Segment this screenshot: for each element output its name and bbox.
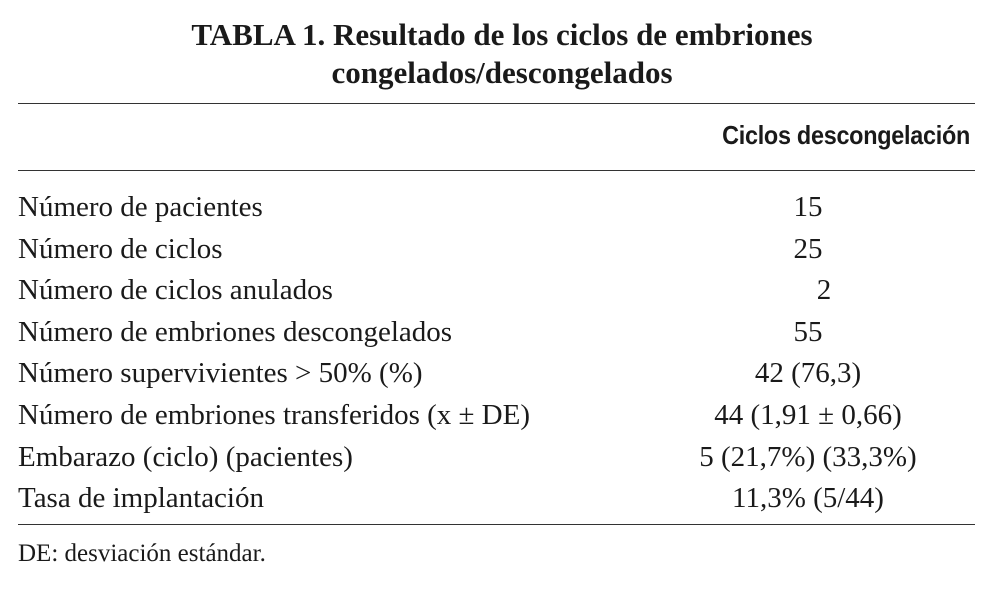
row-label: Número de embriones descongelados <box>18 315 453 348</box>
row-label: Número de embriones transferidos (x ± DE) <box>18 398 530 431</box>
table-row <box>18 478 975 520</box>
table-row <box>18 437 975 479</box>
row-value: 2 <box>816 274 832 307</box>
row-value: 42 (76,3) <box>754 357 862 390</box>
table-title-line-1: TABLA 1. Resultado de los ciclos de embriones <box>191 17 813 52</box>
row-value: 5 (21,7%) (33,3%) <box>699 440 917 473</box>
bottom-rule <box>18 524 975 525</box>
table-row <box>18 395 975 437</box>
row-value: 44 (1,91 ± 0,66) <box>714 398 902 431</box>
table-body <box>18 187 975 520</box>
table-row <box>18 187 975 229</box>
table-row <box>18 353 975 395</box>
header-rule <box>18 170 975 171</box>
top-rule <box>18 103 975 104</box>
row-label: Embarazo (ciclo) (pacientes) <box>18 440 353 473</box>
table-row <box>18 270 975 312</box>
row-value: 15 <box>793 191 823 223</box>
row-label: Número supervivientes > 50% (%) <box>18 357 423 390</box>
table-row <box>18 229 975 271</box>
table-title-line-2: congelados/descongelados <box>331 55 673 90</box>
row-value: 25 <box>793 232 823 265</box>
row-label: Número de ciclos anulados <box>18 274 333 307</box>
row-label: Número de pacientes <box>18 191 263 223</box>
table-footnote: DE: desviación estándar. <box>18 540 266 567</box>
row-label: Tasa de implantación <box>18 482 264 515</box>
row-label: Número de ciclos <box>18 232 223 265</box>
row-value: 11,3% (5/44) <box>732 482 884 515</box>
column-header: Ciclos descongelación <box>722 120 970 150</box>
row-value: 55 <box>793 315 823 348</box>
table-title <box>0 16 1004 92</box>
table-row <box>18 312 975 354</box>
